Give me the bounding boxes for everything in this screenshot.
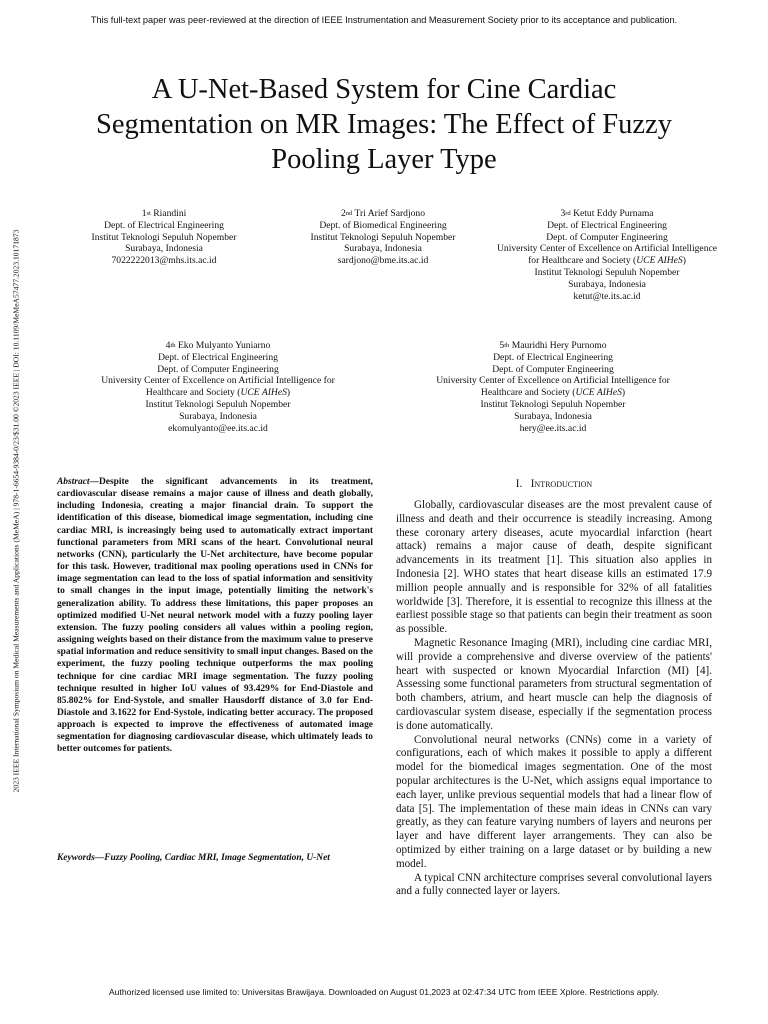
author-name: 5th Mauridhi Hery Purnomo (499, 340, 607, 351)
section-title: Introduction (530, 478, 593, 490)
paragraph: Magnetic Resonance Imaging (MRI), including cine cardiac MRI, will provide a comprehensive and diverse overview of the patients' heart with suspected or known Myocardial Infarction (MI) [4]. Assessing some functional parameters from structural segmentation of both chambers, atrium, and heart muscle can help the diagnosis of cardiovascular system disease, especially if the segmentation process is done automatically. (396, 636, 712, 732)
title-line-2: Segmentation on MR Images: The Effect of Fuzzy (96, 109, 672, 140)
abstract (57, 476, 373, 756)
introduction-body (396, 499, 712, 899)
author-block-1 (52, 208, 276, 267)
author-center: Healthcare and Society (UCE AIHeS) (145, 387, 291, 399)
author-institute: Institut Teknologi Sepuluh Nopember (91, 231, 237, 243)
abstract-label: Abstract (57, 477, 90, 487)
side-citation (10, 128, 22, 893)
paragraph: A typical CNN architecture comprises several convolutional layers and a fully connected layer or layers. (396, 871, 712, 898)
paragraph: Convolutional neural networks (CNNs) come in a variety of configurations, each of which makes it possible to apply a different model for the biomedical images segmentation. One of the most popular architectures is the U-Net, which assigns equal importance to each layer, unlike previous sequential models that had a linear flow of data [5]. The implementation of these main ideas in CNNs can vary greatly, as they can feature varying numbers of layers and neurons per layer and have different layer arrangements. They can also be optimized by either training on a large dataset or by building a new model. (396, 733, 712, 870)
author-center: Healthcare and Society (UCE AIHeS) (480, 387, 626, 399)
author-dept: Dept. of Computer Engineering (546, 231, 668, 243)
author-city: Surabaya, Indonesia (179, 410, 257, 422)
author-center: University Center of Excellence on Artificial Intelligence for Healthcare and Society (UCE AIHeS) (496, 243, 718, 267)
abstract-text: —Despite the significant advancements in its treatment, cardiovascular disease remains a major cause of illness and death globally, including Indonesia, creating a major financial drain. To support the identification of this disease, biomedical image segmentation, including cine cardiac MRI, is increasingly being used to automatically extract important functional parameters from MRI scans of the heart. Convolutional neural networks (CNN), particularly the U-Net architecture, have become popular for this task. However, traditional max pooling operations used in CNNs for image segmentation can lead to the loss of spatial information and sensitivity to small changes in the input image, potentially limiting the network's generalization ability. To address these limitations, this paper proposes an optimized modified U-Net neural network model with a fuzzy pooling layer extension. The fuzzy pooling considers all values within a pooling region, assigning weights based on their distance from the maximum value to preserve spatial information and reduce sensitivity to small input changes. Based on the experiment, the fuzzy pooling technique outperforms the max pooling technique for cine cardiac MRI image segmentation. The fuzzy pooling technique resulted in higher IoU values of 93.429% for End-Diastole and 85.802% for End-Systole, and smaller Hausdorff distance of 3.0 for End-Diastole and 3.1622 for End-Systole, indicating better accuracy. The proposed approach is expected to improve the effectiveness of automated image segmentation for diagnosing cardiovascular disease, which ultimately leads to better outcomes for patients. (57, 477, 373, 755)
author-block-4 (66, 340, 370, 434)
author-dept: Dept. of Electrical Engineering (493, 351, 613, 363)
author-city: Surabaya, Indonesia (568, 278, 646, 290)
author-dept: Dept. of Electrical Engineering (547, 219, 667, 231)
side-citation-text: 2023 IEEE International Symposium on Medical Measurements and Applications (MeMeA) | 978-1-6654-9384-0/23/$31.00 ©2023 IEEE | DOI: 10.1109/MeMeA57477.2023.10171873 (11, 229, 21, 792)
paragraph: Globally, cardiovascular diseases are the most prevalent cause of illness and death and their occurrence is steadily increasing. Among these coronary artery diseases, acute myocardial infarction (heart attack) remains a major cause of death, despite significant advancements in its treatment [1]. This situation also applies in Indonesia [2]. WHO states that heart disease kills an estimated 17.9 million people annually and is responsible for 32% of all fatalities worldwide [3]. Therefore, it is essential to recognize this illness at the earliest possible stage so that patients can begin their treatment as soon as possible. (396, 499, 712, 636)
author-institute: Institut Teknologi Sepuluh Nopember (534, 266, 680, 278)
author-name: 2nd Tri Arief Sardjono (340, 208, 426, 219)
author-institute: Institut Teknologi Sepuluh Nopember (145, 398, 291, 410)
peer-review-notice: This full-text paper was peer-reviewed at the direction of IEEE Instrumentation and Measurement Society prior to its acceptance and publication. (90, 15, 678, 25)
section-number: I. (515, 478, 523, 490)
author-name: 3rd Ketut Eddy Purnama (560, 208, 654, 219)
author-block-3 (493, 208, 721, 302)
author-email[interactable]: ekomulyanto@ee.its.ac.id (168, 422, 268, 434)
title-line-3: Pooling Layer Type (271, 144, 497, 175)
author-name: 4th Eko Mulyanto Yuniarno (165, 340, 271, 351)
author-email[interactable]: hery@ee.its.ac.id (519, 422, 587, 434)
keywords: Keywords—Fuzzy Pooling, Cardiac MRI, Image Segmentation, U-Net (57, 853, 330, 863)
author-city: Surabaya, Indonesia (125, 243, 203, 255)
author-institute: Institut Teknologi Sepuluh Nopember (480, 398, 626, 410)
author-city: Surabaya, Indonesia (514, 410, 592, 422)
author-city: Surabaya, Indonesia (344, 243, 422, 255)
author-dept: Dept. of Biomedical Engineering (319, 219, 447, 231)
author-dept: Dept. of Electrical Engineering (104, 219, 224, 231)
title-line-1: A U-Net-Based System for Cine Cardiac (151, 74, 617, 105)
author-dept: Dept. of Computer Engineering (157, 363, 279, 375)
author-block-2 (263, 208, 503, 267)
author-email[interactable]: sardjono@bme.its.ac.id (337, 255, 429, 267)
author-center: University Center of Excellence on Artificial Intelligence for (436, 375, 670, 387)
section-heading (396, 478, 712, 490)
license-notice: Authorized licensed use limited to: Universitas Brawijaya. Downloaded on August 01,2023 at 02:47:34 UTC from IEEE Xplore. Restrictions apply. (108, 987, 660, 997)
author-center: University Center of Excellence on Artificial Intelligence for (101, 375, 335, 387)
author-email[interactable]: 7022222013@mhs.its.ac.id (111, 255, 217, 267)
author-block-5 (398, 340, 708, 434)
paper-title (60, 72, 708, 177)
author-name: 1st Riandini (141, 208, 187, 219)
author-email[interactable]: ketut@te.its.ac.id (573, 290, 641, 302)
author-dept: Dept. of Electrical Engineering (158, 351, 278, 363)
author-dept: Dept. of Computer Engineering (492, 363, 614, 375)
author-institute: Institut Teknologi Sepuluh Nopember (310, 231, 456, 243)
